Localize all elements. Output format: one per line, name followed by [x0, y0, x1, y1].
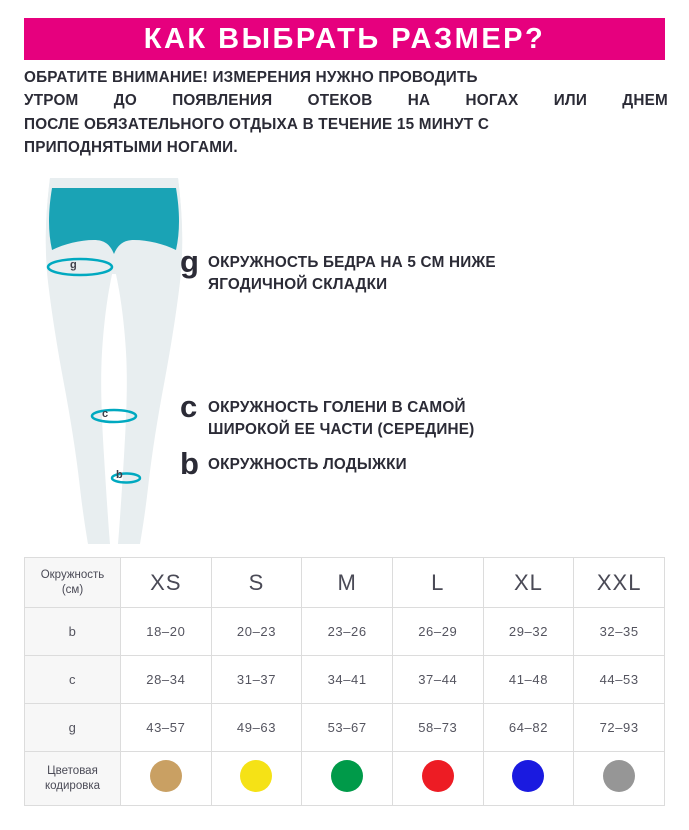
intro-word: УТРОМ: [24, 92, 79, 110]
measure-label-c: c: [102, 408, 109, 420]
intro-word: ИЛИ: [553, 92, 588, 110]
legend-text-g: [208, 248, 496, 296]
color-swatch-cell-m: [302, 752, 393, 806]
table-header-size-m: M: [302, 558, 393, 608]
table-corner-cell: [25, 558, 121, 608]
cell-g-m: 53–67: [302, 704, 393, 752]
table-header-row: [25, 558, 665, 608]
corner-line-2: (см): [61, 583, 84, 596]
color-swatch-cell-xs: [121, 752, 212, 806]
intro-word: НА: [407, 92, 431, 110]
cell-b-xl: 29–32: [483, 608, 574, 656]
cell-g-xl: 64–82: [483, 704, 574, 752]
legend-letter-g: g: [180, 244, 199, 279]
title-banner: [24, 18, 665, 60]
intro-line-1: ОБРАТИТЕ ВНИМАНИЕ! ИЗМЕРЕНИЯ НУЖНО ПРОВОДИТЬ: [24, 69, 478, 86]
color-label-line-1: Цветовая: [47, 764, 98, 777]
cell-b-l: 26–29: [392, 608, 483, 656]
cell-c-l: 37–44: [392, 656, 483, 704]
legend-letter-b: b: [180, 446, 199, 481]
legs-figure-svg: [28, 170, 198, 545]
intro-word: ОТЕКОВ: [307, 92, 373, 110]
table-color-row: [25, 752, 665, 806]
cell-c-m: 34–41: [302, 656, 393, 704]
color-row-label: [25, 752, 121, 806]
color-swatch-cell-l: [392, 752, 483, 806]
cell-g-l: 58–73: [392, 704, 483, 752]
color-dot-xxl: [603, 760, 635, 792]
legend-text-c: [208, 393, 474, 441]
cell-g-s: 49–63: [211, 704, 302, 752]
cell-b-xs: 18–20: [121, 608, 212, 656]
color-swatch-cell-s: [211, 752, 302, 806]
legend-text-b: [208, 450, 407, 476]
legend-text-c-line2: ШИРОКОЙ ЕЕ ЧАСТИ (СЕРЕДИНЕ): [208, 421, 475, 439]
table-row: [25, 704, 665, 752]
page-title: КАК ВЫБРАТЬ РАЗМЕР?: [143, 22, 546, 55]
cell-c-xs: 28–34: [121, 656, 212, 704]
cell-b-xxl: 32–35: [574, 608, 665, 656]
row-label-g: g: [25, 704, 121, 752]
corner-line-1: Окружность: [40, 568, 105, 581]
table-row: [25, 656, 665, 704]
table-row: [25, 608, 665, 656]
intro-paragraph: [24, 66, 668, 159]
color-swatch-cell-xl: [483, 752, 574, 806]
legend-text-c-line1: ОКРУЖНОСТЬ ГОЛЕНИ В САМОЙ: [208, 399, 466, 416]
size-table: [24, 557, 665, 806]
intro-line-4: ПРИПОДНЯТЫМИ НОГАМИ.: [24, 138, 238, 156]
legend-item-c: [180, 389, 650, 441]
cell-b-s: 20–23: [211, 608, 302, 656]
intro-word: ДНЕМ: [622, 92, 668, 110]
intro-word: НОГАХ: [465, 92, 519, 110]
cell-c-xl: 41–48: [483, 656, 574, 704]
legend-item-g: [180, 244, 650, 296]
color-dot-xs: [150, 760, 182, 792]
color-dot-xl: [512, 760, 544, 792]
legs-illustration: [28, 170, 198, 545]
cell-g-xxl: 72–93: [574, 704, 665, 752]
legend-item-b: [180, 446, 650, 481]
intro-line-2: [24, 89, 668, 112]
color-label-line-2: кодировка: [44, 779, 101, 792]
legend-text-b-line1: ОКРУЖНОСТЬ ЛОДЫЖКИ: [208, 456, 407, 473]
table-header-size-xxl: XXL: [574, 558, 665, 608]
row-label-b: b: [25, 608, 121, 656]
intro-word: ПОЯВЛЕНИЯ: [172, 92, 273, 110]
color-swatch-cell-xxl: [574, 752, 665, 806]
color-dot-m: [331, 760, 363, 792]
cell-c-s: 31–37: [211, 656, 302, 704]
color-dot-s: [240, 760, 272, 792]
table-header-size-s: S: [211, 558, 302, 608]
legend-letter-c: c: [180, 389, 198, 424]
legend-text-g-line2: ЯГОДИЧНОЙ СКЛАДКИ: [208, 276, 388, 294]
color-dot-l: [422, 760, 454, 792]
cell-g-xs: 43–57: [121, 704, 212, 752]
legend-text-g-line1: ОКРУЖНОСТЬ БЕДРА НА 5 СМ НИЖЕ: [208, 254, 496, 271]
measure-label-g: g: [70, 259, 77, 271]
table-header-size-l: L: [392, 558, 483, 608]
table-header-size-xl: XL: [483, 558, 574, 608]
cell-c-xxl: 44–53: [574, 656, 665, 704]
intro-line-3: ПОСЛЕ ОБЯЗАТЕЛЬНОГО ОТДЫХА В ТЕЧЕНИЕ 15 МИНУТ С: [24, 115, 490, 133]
cell-b-m: 23–26: [302, 608, 393, 656]
row-label-c: c: [25, 656, 121, 704]
table-header-size-xs: XS: [121, 558, 212, 608]
intro-word: ДО: [113, 92, 137, 110]
measure-label-b: b: [116, 469, 123, 481]
